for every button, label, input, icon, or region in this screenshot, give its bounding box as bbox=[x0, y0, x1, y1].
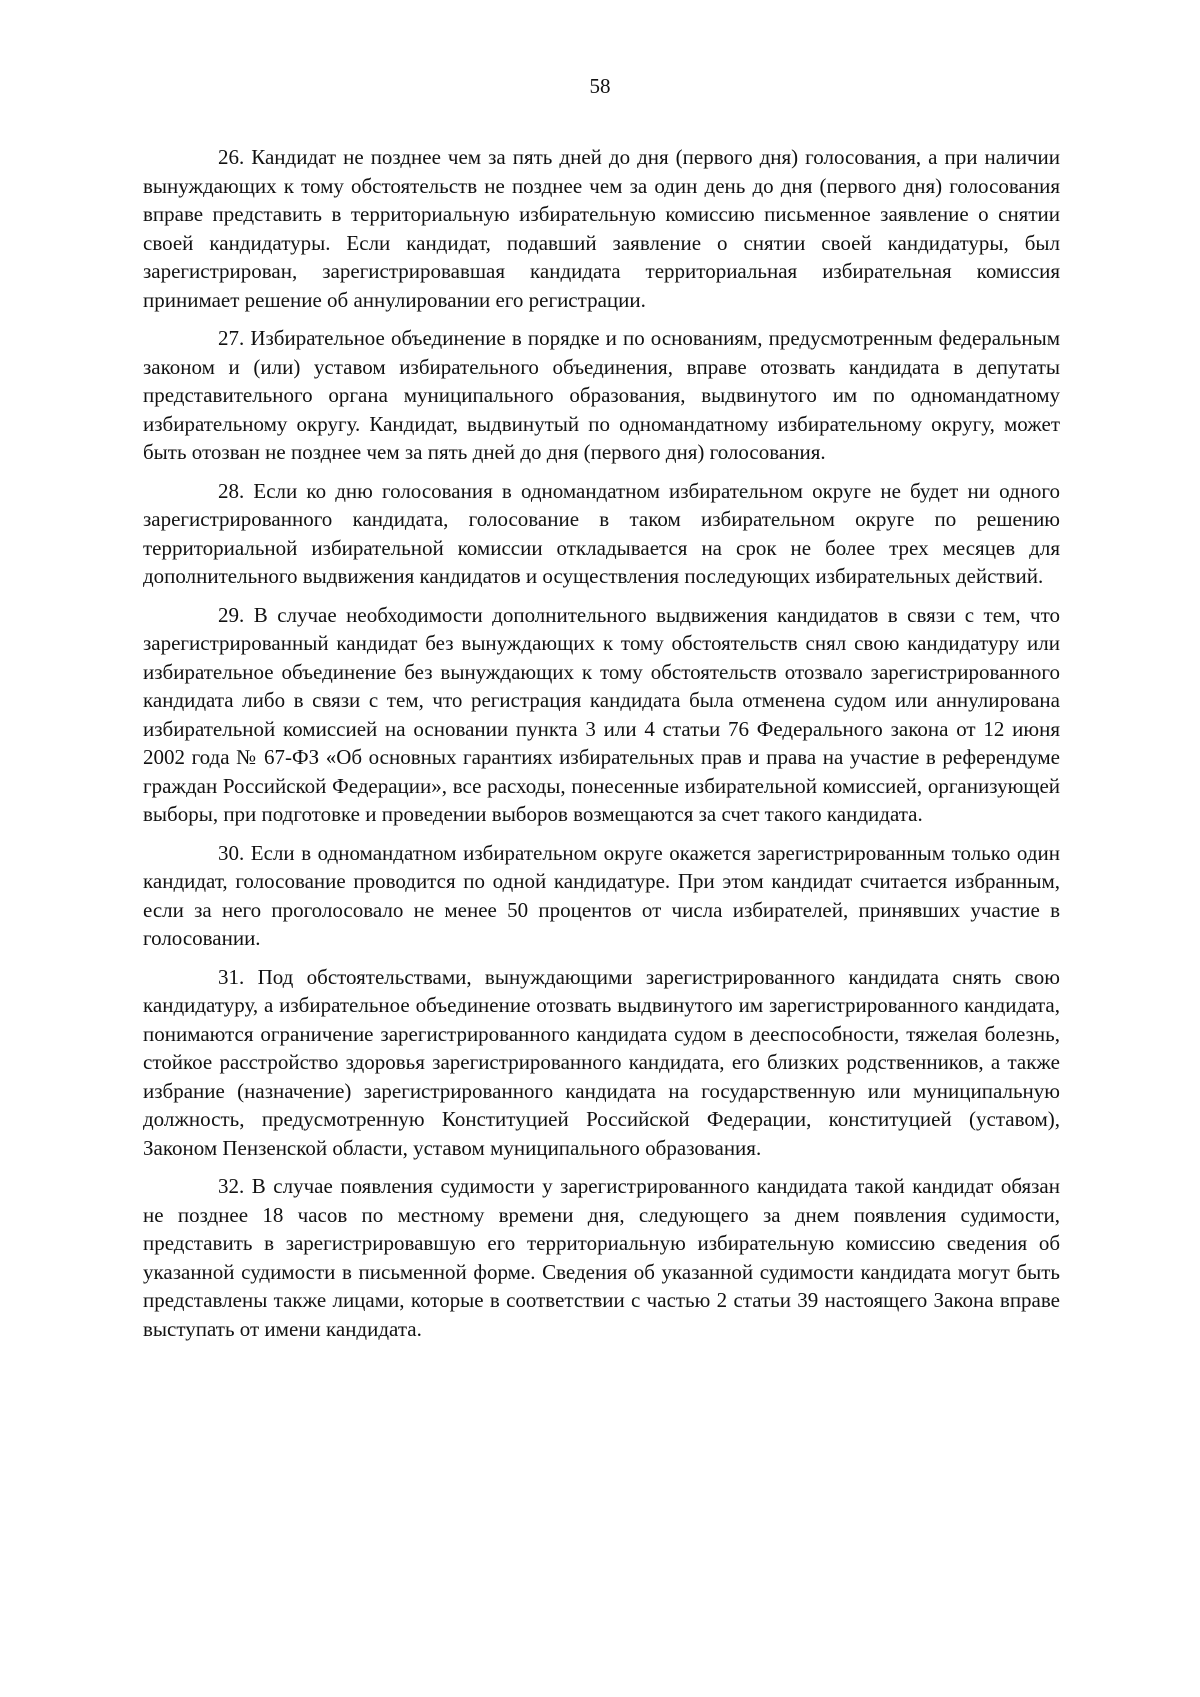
document-body bbox=[143, 143, 1060, 1353]
paragraph-29: 29. В случае необходимости дополнительного выдвижения кандидатов в связи с тем, что зарегистрированный кандидат без вынуждающих к тому обстоятельств снял свою кандидатуру или избирательное объединение без вынуждающих к тому обстоятельств отозвало зарегистрированного кандидата либо в связи с тем, что регистрация кандидата была отменена судом или аннулирована избирательной комиссией на основании пункта 3 или 4 статьи 76 Федерального закона от 12 июня 2002 года № 67-ФЗ «Об основных гарантиях избирательных прав и права на участие в референдуме граждан Российской Федерации», все расходы, понесенные избирательной комиссией, организующей выборы, при подготовке и проведении выборов возмещаются за счет такого кандидата. bbox=[143, 602, 1060, 826]
paragraph-30: 30. Если в одномандатном избирательном округе окажется зарегистрированным только один кандидат, голосование проводится по одной кандидатуре. При этом кандидат считается избранным, если за него проголосовало не менее 50 процентов от числа избирателей, принявших участие в голосовании. bbox=[143, 840, 1060, 950]
paragraph-26: 26. Кандидат не позднее чем за пять дней до дня (первого дня) голосования, а при наличии вынуждающих к тому обстоятельств не позднее чем за один день до дня (первого дня) голосования вправе представить в территориальную избирательную комиссию письменное заявление о снятии своей кандидатуры. Если кандидат, подавший заявление о снятии своей кандидатуры, был зарегистрирован, зарегистрировавшая кандидата территориальная избирательная комиссия принимает решение об аннулировании его регистрации. bbox=[143, 145, 1060, 312]
paragraph-31: 31. Под обстоятельствами, вынуждающими зарегистрированного кандидата снять свою кандидатуру, а избирательное объединение отозвать выдвинутого им зарегистрированного кандидата, понимаются ограничение зарегистрированного кандидата судом в дееспособности, тяжелая болезнь, стойкое расстройство здоровья зарегистрированного кандидата, его близких родственников, а также избрание (назначение) зарегистрированного кандидата на государственную или муниципальную должность, предусмотренную Конституцией Российской Федерации, конституцией (уставом), Законом Пензенской области, уставом муниципального образования. bbox=[143, 964, 1060, 1160]
paragraph-27: 27. Избирательное объединение в порядке и по основаниям, предусмотренным федеральным законом и (или) уставом избирательного объединения, вправе отозвать кандидата в депутаты представительного органа муниципального образования, выдвинутого им по одномандатному избирательному округу. Кандидат, выдвинутый по одномандатному избирательному округу, может быть отозван не позднее чем за пять дней до дня (первого дня) голосования. bbox=[143, 326, 1060, 464]
paragraph-28: 28. Если ко дню голосования в одномандатном избирательном округе не будет ни одного зарегистрированного кандидата, голосование в таком избирательном округе по решению территориальной избирательной комиссии откладывается на срок не более трех месяцев для дополнительного выдвижения кандидатов и осуществления последующих избирательных действий. bbox=[143, 478, 1060, 588]
page-number: 58 bbox=[589, 74, 611, 98]
paragraph-32: 32. В случае появления судимости у зарегистрированного кандидата такой кандидат обязан не позднее 18 часов по местному времени дня, следующего за днем появления судимости, представить в зарегистрировавшую его территориальную избирательную комиссию сведения об указанной судимости в письменной форме. Сведения об указанной судимости кандидата могут быть представлены также лицами, которые в соответствии с частью 2 статьи 39 настоящего Закона вправе выступать от имени кандидата. bbox=[143, 1174, 1060, 1341]
